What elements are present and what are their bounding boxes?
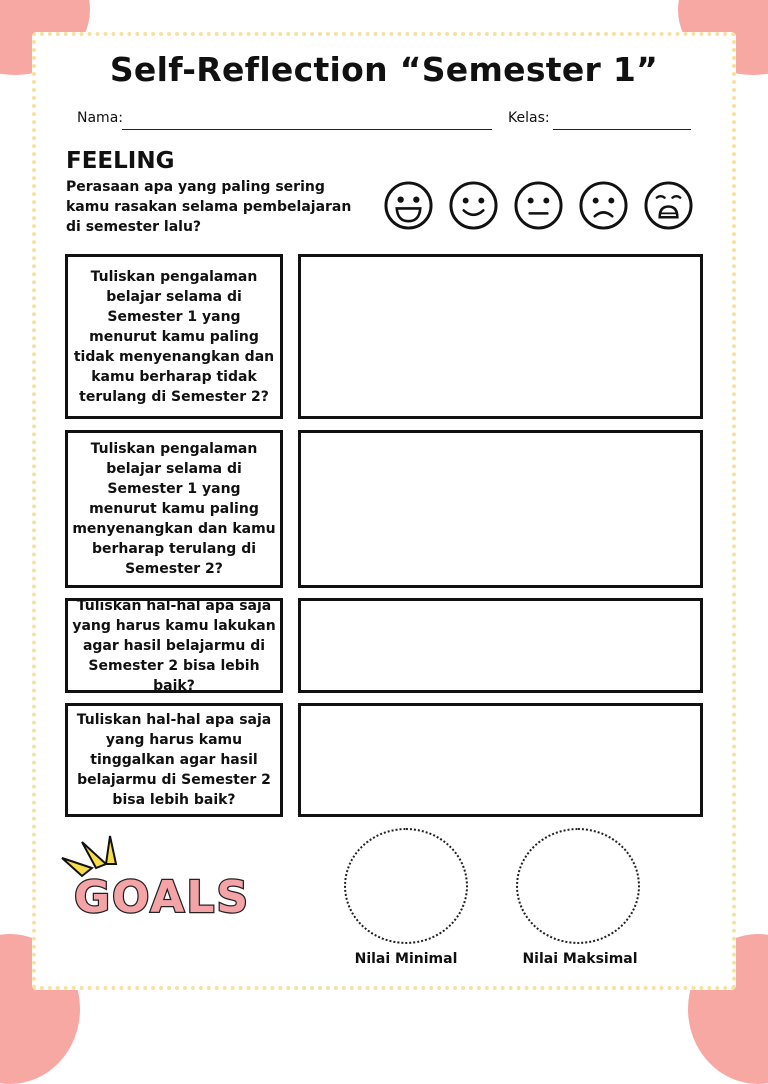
prompt-box: Tuliskan pengalaman belajar selama di Semester 1 yang menurut kamu paling tidak menyenangkan dan kamu berharap tidak terulang di Semester 2? — [65, 254, 283, 419]
name-field[interactable] — [122, 129, 492, 130]
feeling-heading: FEELING — [66, 148, 175, 174]
max-score-circle[interactable] — [516, 828, 640, 944]
answer-box[interactable] — [298, 598, 703, 693]
sad-face-icon[interactable] — [578, 180, 629, 231]
prompt-box: Tuliskan pengalaman belajar selama di Semester 1 yang menurut kamu paling menyenangkan dan kamu berharap terulang di Semester 2? — [65, 430, 283, 588]
goals-title: GOALS — [73, 872, 251, 922]
min-score-circle[interactable] — [344, 828, 468, 944]
answer-box[interactable] — [298, 254, 703, 419]
class-field[interactable] — [553, 129, 691, 130]
answer-box[interactable] — [298, 703, 703, 817]
happy-face-icon[interactable] — [448, 180, 499, 231]
very-sad-face-icon[interactable] — [643, 180, 694, 231]
burst-icon — [54, 832, 274, 922]
answer-box[interactable] — [298, 430, 703, 588]
min-score-label: Nilai Minimal — [354, 951, 458, 967]
max-score-label: Nilai Maksimal — [522, 951, 638, 967]
feeling-question: Perasaan apa yang paling sering kamu rasakan selama pembelajaran di semester lalu? — [66, 179, 352, 235]
goals-logo — [54, 832, 274, 922]
very-happy-face-icon[interactable] — [383, 180, 434, 231]
name-label: Nama: — [77, 110, 123, 126]
neutral-face-icon[interactable] — [513, 180, 564, 231]
page-title: Self-Reflection “Semester 1” — [109, 50, 659, 89]
prompt-box: Tuliskan hal-hal apa saja yang harus kamu tinggalkan agar hasil belajarmu di Semester 2 bisa lebih baik? — [65, 703, 283, 817]
class-label: Kelas: — [508, 110, 550, 126]
feeling-options — [383, 180, 694, 231]
prompt-box: Tuliskan hal-hal apa saja yang harus kamu lakukan agar hasil belajarmu di Semester 2 bisa lebih baik? — [65, 598, 283, 693]
